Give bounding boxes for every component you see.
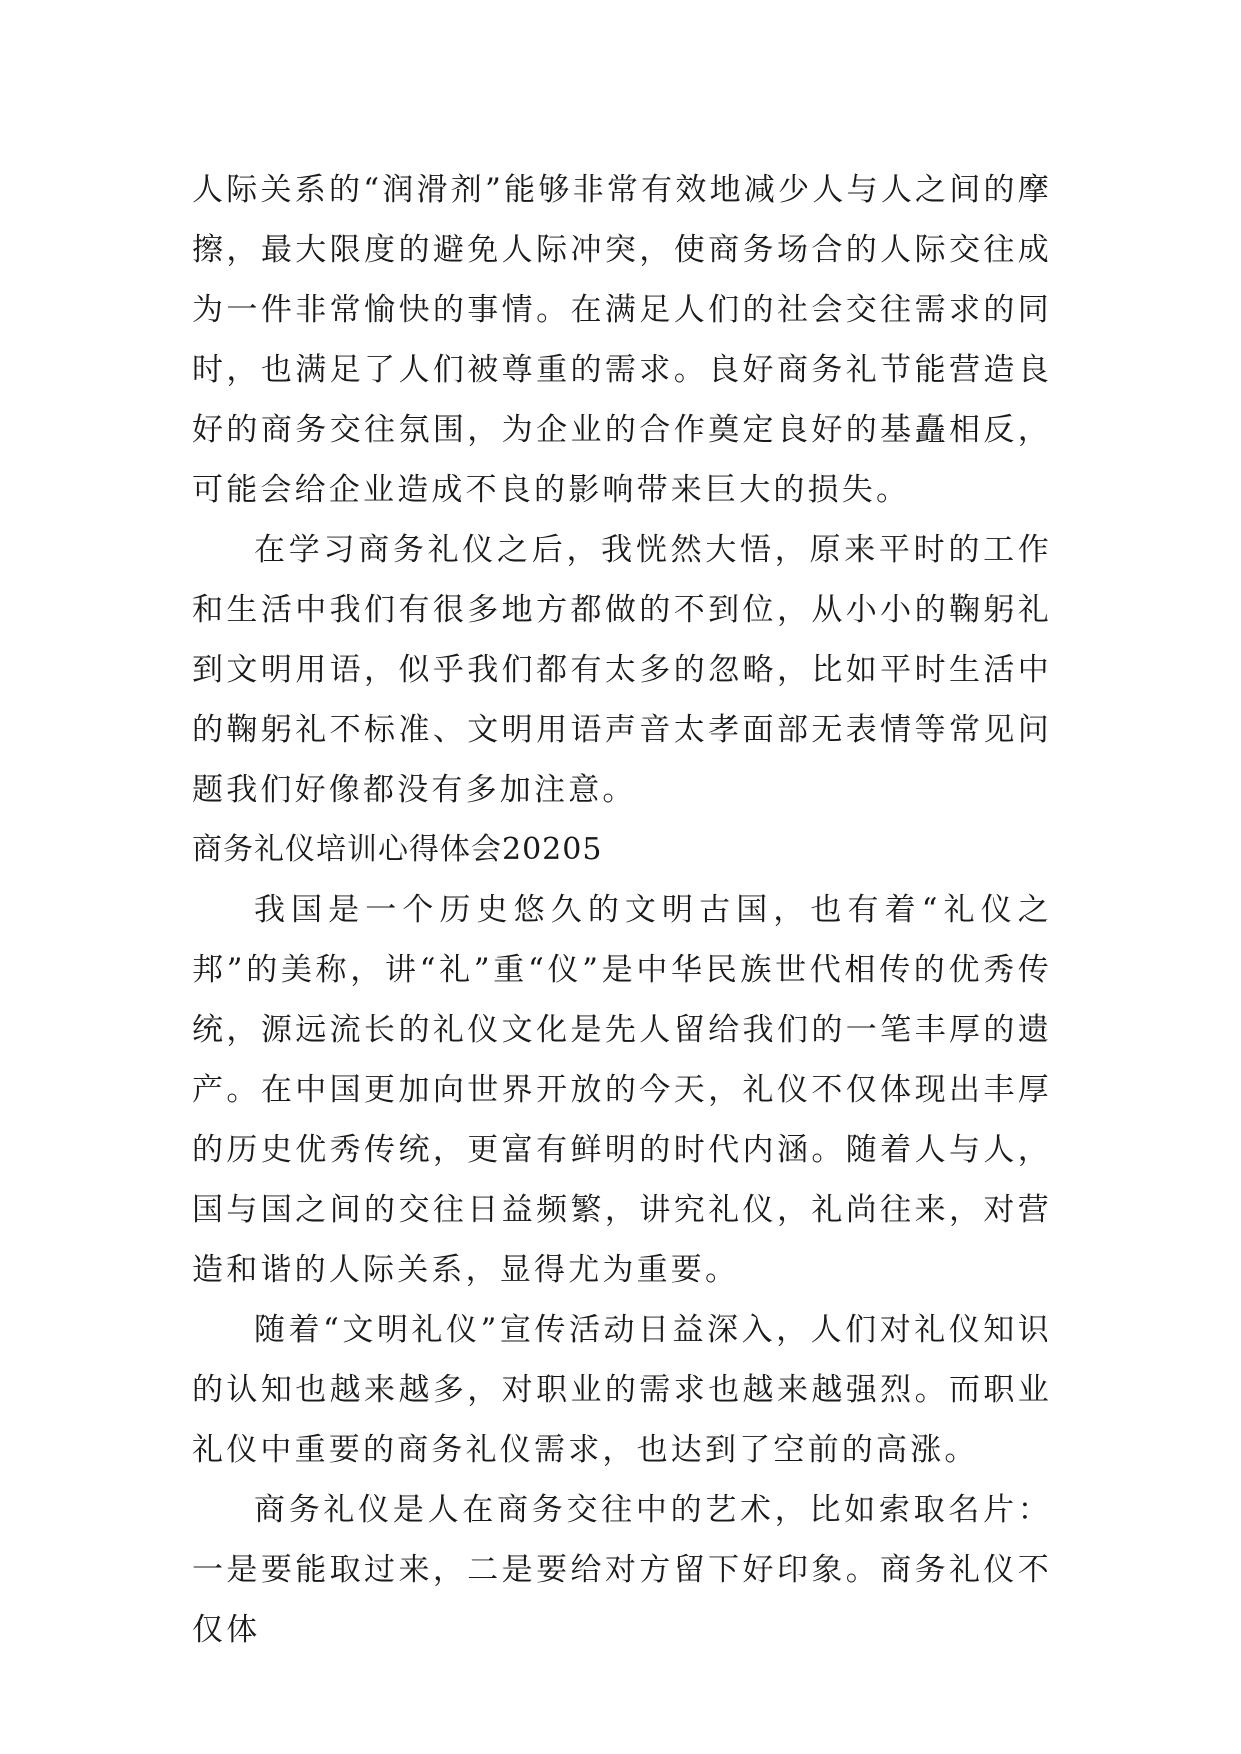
paragraph-etiquette-heritage: 我国是一个历史悠久的文明古国，也有着“礼仪之邦”的美称，讲“礼”重“仪”是中华民族世代相传的优秀传统，源远流长的礼仪文化是先人留给我们的一笔丰厚的遗产。在中国更加向世界开放的今天，礼仪不仅体现出丰厚的历史优秀传统，更富有鲜明的时代内涵。随着人与人，国与国之间的交往日益频繁，讲究礼仪，礼尚往来，对营造和谐的人际关系，显得尤为重要。 [192,892,1052,1288]
paragraph-interpersonal-lubricant: 人际关系的“润滑剂”能够非常有效地减少人与人之间的摩擦，最大限度的避免人际冲突，使商务场合的人际交往成为一件非常愉快的事情。在满足人们的社会交往需求的同时，也满足了人们被尊重的需求。良好商务礼节能营造良好的商务交往氛围，为企业的合作奠定良好的基矗相反，可能会给企业造成不良的影响带来巨大的损失。 [192,172,1052,508]
paragraph-learning-reflection: 在学习商务礼仪之后，我恍然大悟，原来平时的工作和生活中我们有很多地方都做的不到位，从小小的鞠躬礼到文明用语，似乎我们都有太多的忽略，比如平时生活中的鞠躬礼不标准、文明用语声音太孝面部无表情等常见问题我们好像都没有多加注意。 [192,532,1052,808]
paragraph-civility-campaign: 随着“文明礼仪”宣传活动日益深入，人们对礼仪知识的认知也越来越多，对职业的需求也越来越强烈。而职业礼仪中重要的商务礼仪需求，也达到了空前的高涨。 [192,1312,1052,1468]
paragraph-business-card-example: 商务礼仪是人在商务交往中的艺术，比如索取名片：一是要能取过来，二是要给对方留下好印象。商务礼仪不仅体 [192,1492,1052,1648]
document-body [192,160,1052,1660]
section-heading: 商务礼仪培训心得体会20205 [192,832,603,867]
